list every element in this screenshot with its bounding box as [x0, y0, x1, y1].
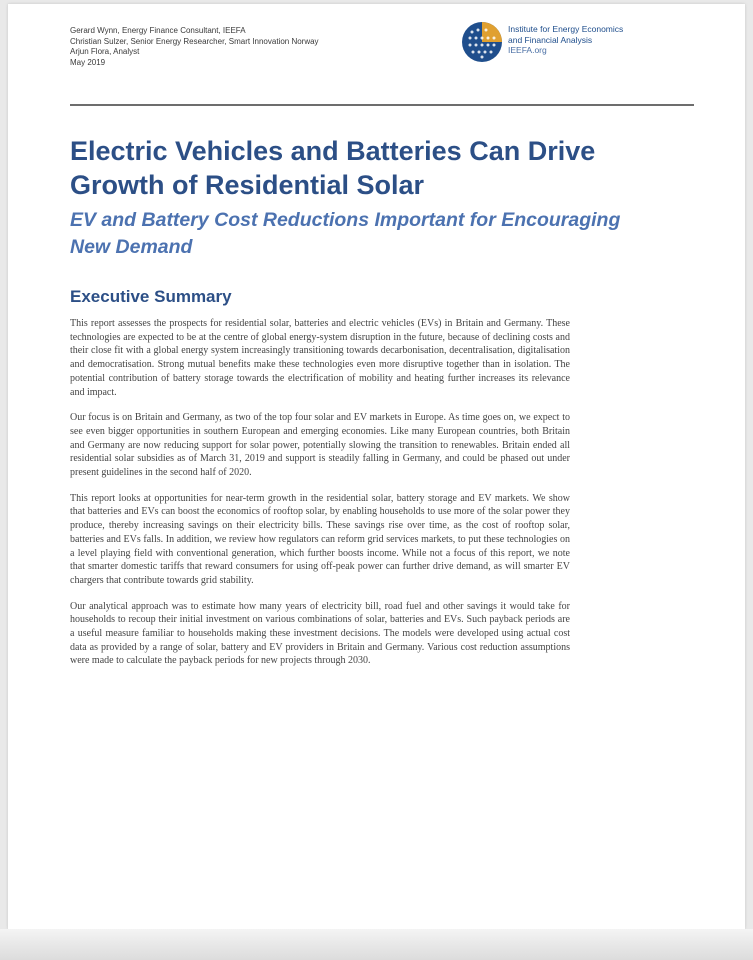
body-paragraph: Our analytical approach was to estimate how many years of electricity bill, road fuel and other savings it would take for households to recoup their initial investment on various combinations of solar, batteries and EVs. Such payback periods are a useful measure familiar to households making these investment decisions. The models were developed using actual cost data as provided by a range of solar, battery and EV providers in Britain and Germany. Various cost reduction assumptions were made to calculate the payback periods for new projects through 2030. [70, 600, 570, 667]
document-page [8, 4, 745, 929]
body-paragraph: Our focus is on Britain and Germany, as two of the top four solar and EV markets in Europe. As time goes on, we expect to see even bigger opportunities in southern European and emerging economies. Like many European countries, both Britain and Germany are now reducing support for solar power, potentially slowing the transition to renewables. Britain ended all residential solar subsidies as of March 31, 2019 and support is steadily falling in Germany, and could be phased out under present guidelines in the second half of 2020. [70, 412, 570, 479]
body-paragraph: This report looks at opportunities for near-term growth in the residential solar, battery storage and EV markets. We show that batteries and EVs can boost the economics of rooftop solar, by enabling households to use more of the solar power they produce, thereby increasing savings on their electricity bills. These savings rise over time, as the cost of rooftop solar, batteries and EVs falls. In addition, we review how regulators can reform grid services markets, to put these technologies on a level playing field with conventional generation, which further boosts income. While not a focus of this report, we note that smarter domestic tariffs that reward consumers for using off-peak power can further drive demand, as will smarter EV chargers that contribute towards grid stability. [70, 492, 570, 586]
document-subtitle: EV and Battery Cost Reductions Important for Encouraging New Demand [70, 209, 621, 258]
ieefa-logo [460, 18, 690, 68]
author-block [70, 26, 319, 68]
author-line: Arjun Flora, Analyst [70, 47, 140, 56]
globe-logo-icon [460, 20, 504, 64]
author-line: Gerard Wynn, Energy Finance Consultant, IEEFA [70, 26, 246, 35]
logo-name-line: and Financial Analysis [508, 34, 593, 45]
logo-text [508, 24, 623, 56]
logo-url: IEEFA.org [508, 45, 547, 55]
body-paragraph: This report assesses the prospects for residential solar, batteries and electric vehicles (EVs) in Britain and Germany. These technologies are expected to be at the centre of global energy-system disruption in the future, because of declining costs and their close fit with a global energy system increasingly transitioning towards decarbonisation, decentralisation, digitalisation and democratisation. Strong mutual benefits make these technologies even more disruptive together than in isolation. The potential contribution of battery storage towards the electrification of mobility and heating further increases its relevance and impact. [70, 318, 570, 398]
author-line: Christian Sulzer, Senior Energy Researcher, Smart Innovation Norway [70, 36, 319, 46]
viewer-background [0, 929, 753, 960]
header-divider [70, 104, 694, 106]
logo-name-line: Institute for Energy Economics [508, 24, 624, 34]
body-text [70, 317, 570, 680]
section-heading: Executive Summary [70, 287, 232, 306]
document-title: Electric Vehicles and Batteries Can Drive Growth of Residential Solar [70, 136, 596, 200]
date-line: May 2019 [70, 57, 106, 67]
